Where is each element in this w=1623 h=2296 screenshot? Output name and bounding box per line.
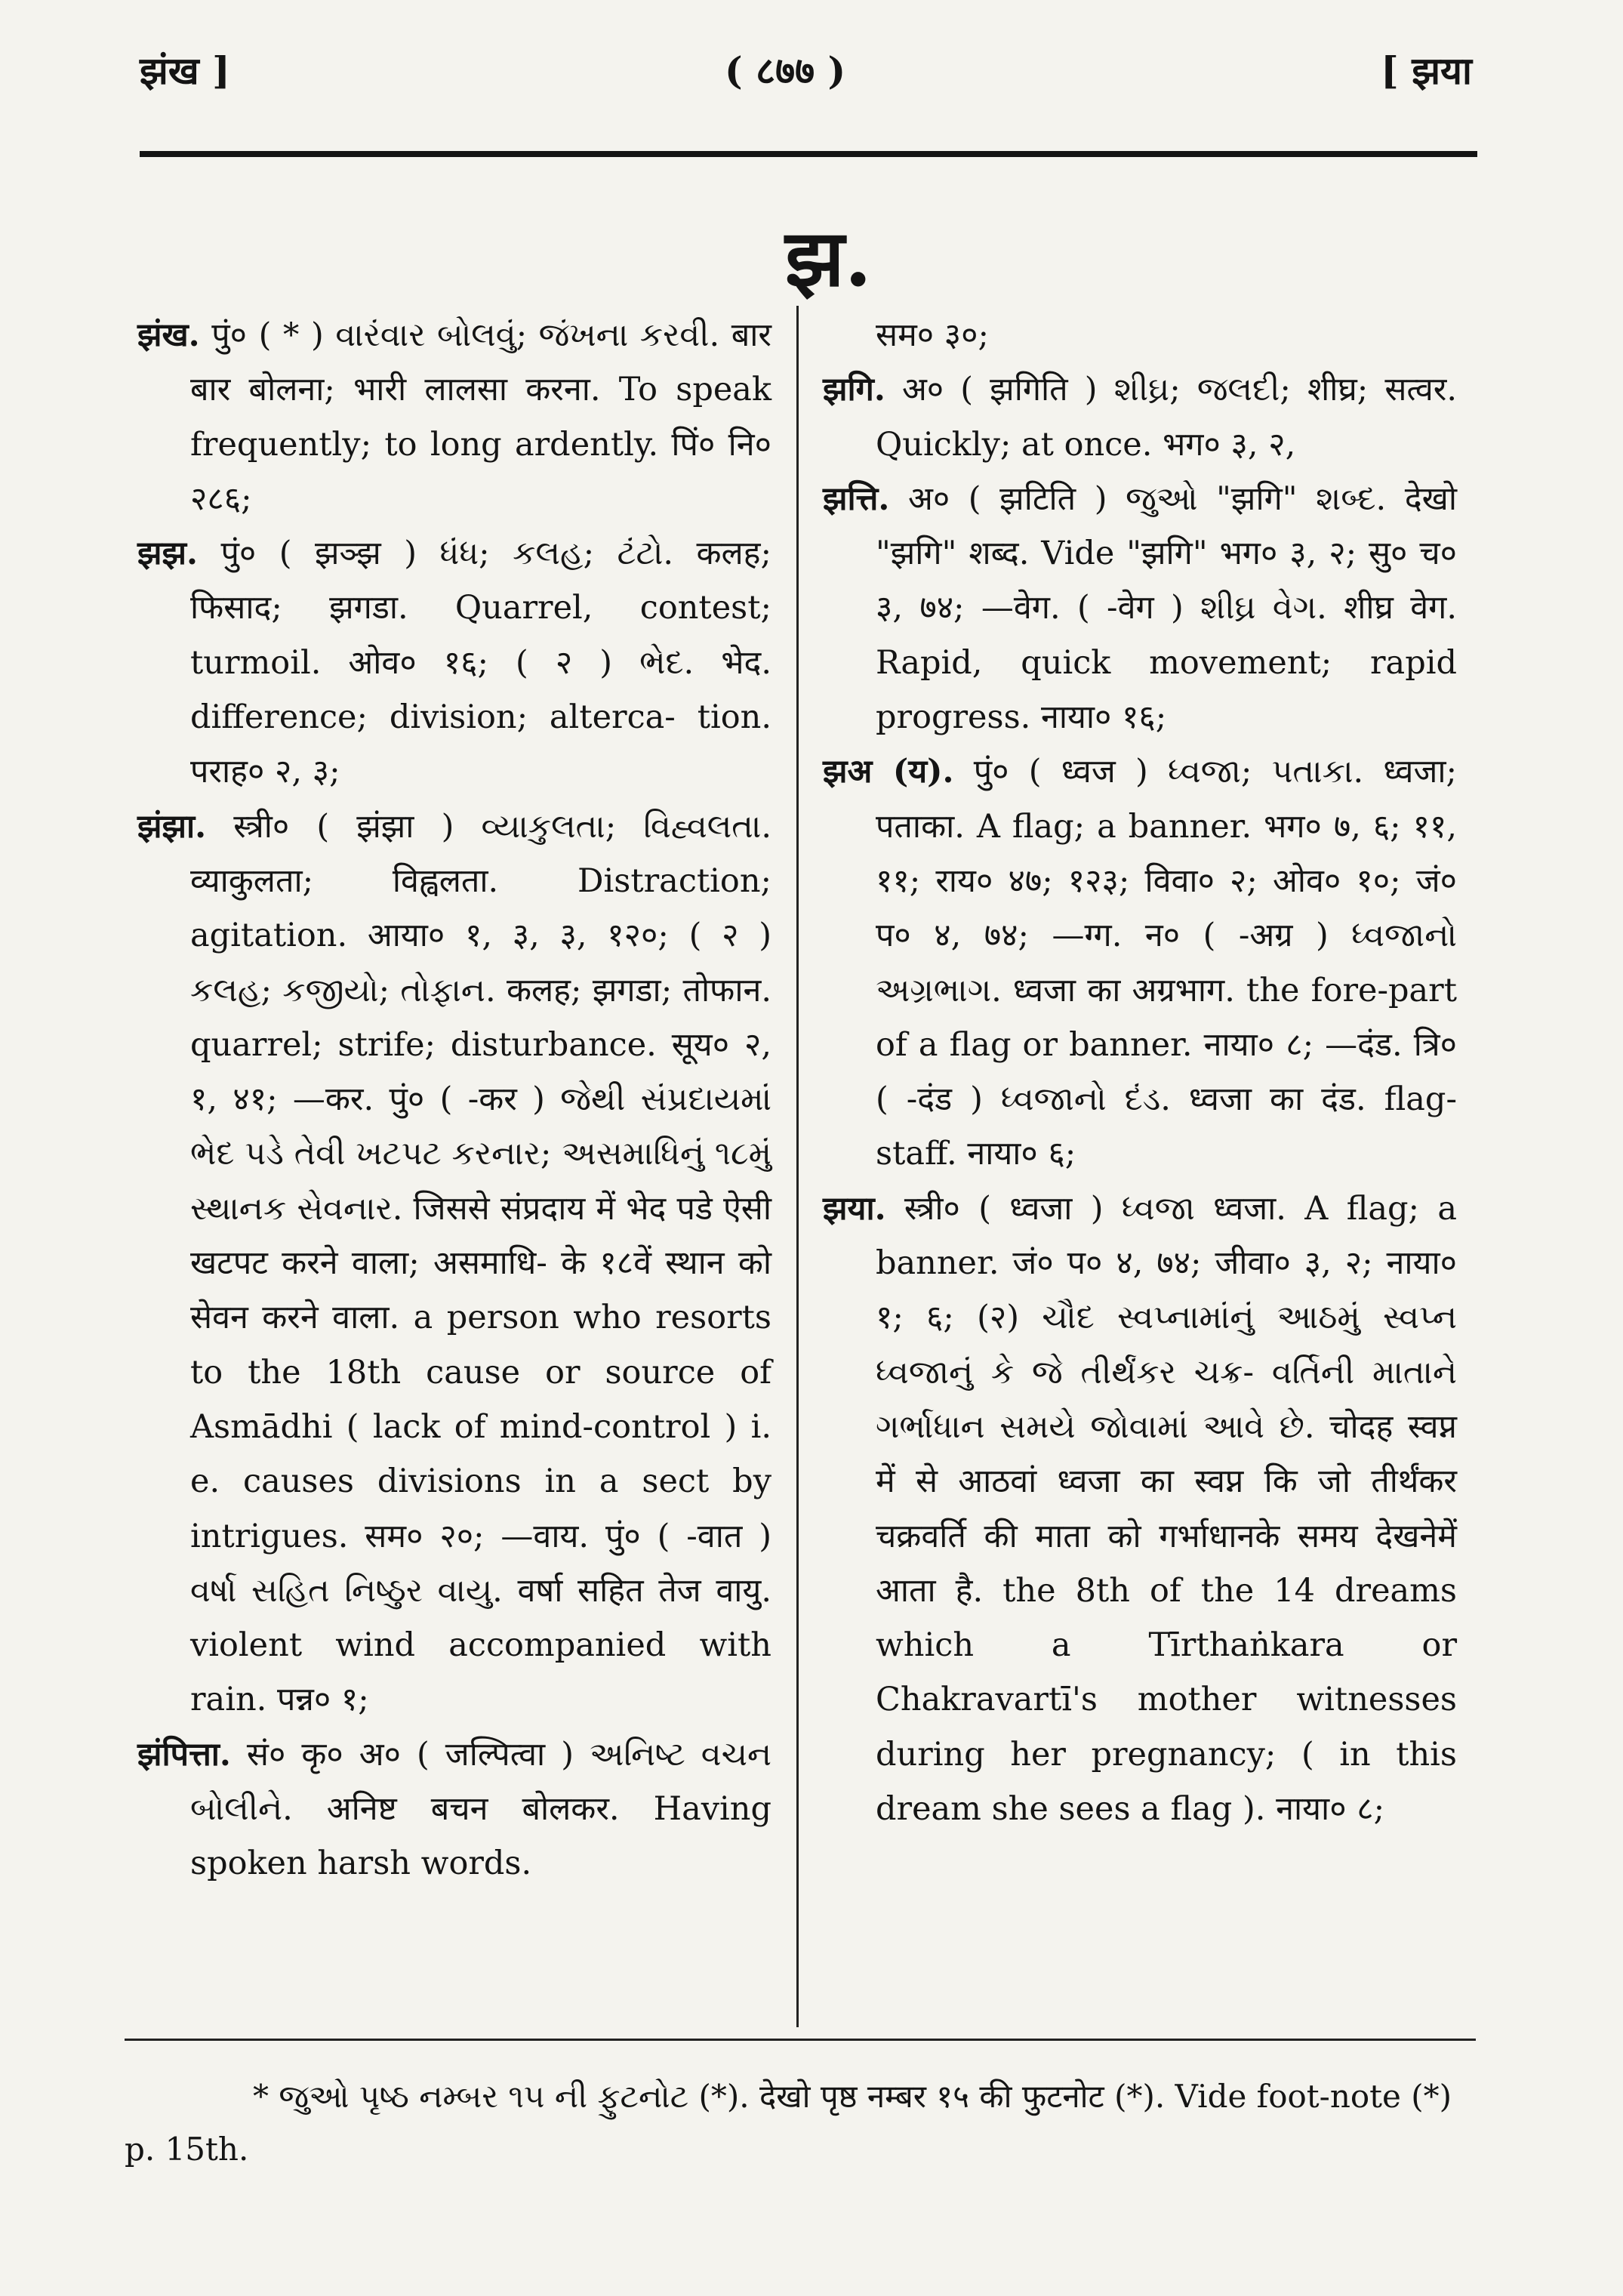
section-letter: झ.: [785, 211, 872, 304]
header-rule: [140, 151, 1477, 157]
entry-text: स्त्री० ( झंझा ) વ્યાકુલતા; વિહ્વલતા. व्याकुलता; विह्वलता. Distraction; agitation. आया० १, ३, ३, १२०; ( २ ) કલહ; કજીયો; તોફાન. कलह; झगडा; तोफान. quarrel; strife; disturbance. सूय० २, १, ४१; —कर. पुं० ( -कर ) જેથી સંપ્રદાયમાં ભેદ પડે તેવી ખટપટ કરનાર; અસમાધિનું ૧૮મું સ્થાનક સેવનાર. जिससे संप्रदाय में भेद पडे ऐसी खटपट करने वाला; असमाधि- के १८वें स्थान को सेवन करने वाला. a person who resorts to the 18th cause or source of Asmādhi ( lack of mind-control ) i. e. causes divisions in a sect by intrigues. सम० २०; —वाय. पुं० ( -वात ) વર્ષા સહિત નિષ્ઠુર વાયુ. वर्षा सहित तेज वायु. violent wind accompanied with rain. पन्न० १;: [190, 807, 771, 1719]
headword: झंपित्ता.: [137, 1735, 231, 1774]
running-head-left: झंख ]: [140, 48, 230, 93]
left-column: [137, 308, 771, 1891]
headword: झझ.: [137, 535, 198, 573]
entry-text: पुं० ( * ) વારંવાર બોલવું; જંખના કરવી. बार बार बोलना; भारी लालसा करना. To speak frequently; to long ardently. पिं० नि० २८६;: [190, 316, 771, 518]
dictionary-entry: [823, 362, 1457, 472]
dictionary-entry: [823, 308, 1457, 362]
dictionary-entry: [137, 526, 771, 799]
footnote: * જુઓ પૃષ્ઠ નમ્બર ૧૫ ની ફુટનોટ (*). देखो पृष्ठ नम्बर १५ की फुटनोट (*). Vide foot-note (*) p. 15th.: [125, 2078, 1452, 2168]
dictionary-entry: [823, 1182, 1457, 1837]
entry-text: सं० कृ० अ० ( जल्पित्वा ) અનિષ્ટ વચન બોલીને. अनिष्ट बचन बोलकर. Having spoken harsh words.: [190, 1735, 771, 1883]
entry-text: पुं० ( ध्वज ) ધ્વજા; પતાકા. ध्वजा; पताका. A flag; a banner. भग० ७, ६; ११, ११; राय० ४७; १२३; विवा० २; ओव० १०; जं० प० ४, ७४; —ग्ग. न० ( -अग्र ) ધ્વજાનો અગ્રભાગ. ध्वजा का अग्रभाग. the fore-part of a flag or banner. नाया० ८; —दंड. त्रि० ( -दंड ) ધ્વજાનો દંડ. ध्वजा का दंड. flag-staff. नाया० ६;: [876, 753, 1457, 1173]
entry-text: स्त्री० ( ध्वजा ) ધ્વજા ध्वजा. A flag; a banner. जं० प० ४, ७४; जीवा० ३, २; नाया० १; ६; (२) ચૌદ સ્વપ્નામાંનું આઠમું સ્વપ્ન ધ્વજાનું કે જે તીર્થંકર ચક્ર- વર્તિની માતાને ગર્ભાધાન સમયે જોવામાં આવે છે. चोदह स्वप्न में से आठवां ध्वजा का स्वप्न कि जो तीर्थंकर चक्रवर्ति की माता को गर्भाधानके समय देखनेमें आता है. the 8th of the 14 dreams which a Tīrthaṅkara or Chakravartī's mother witnesses during her pregnancy; ( in this dream she sees a flag ). नाया० ८;: [876, 1189, 1457, 1829]
dictionary-entry: [137, 308, 771, 526]
dictionary-entry: [823, 472, 1457, 744]
dictionary-entry: [823, 744, 1457, 1181]
column-divider: [796, 306, 799, 2027]
headword: झंख.: [137, 316, 200, 354]
headword: झत्ति.: [823, 479, 890, 518]
running-head-right: [ झया: [1381, 48, 1472, 93]
entry-text: सम० ३०;: [876, 316, 990, 354]
headword: झगि.: [823, 371, 885, 409]
headword: झअ (य).: [823, 753, 954, 791]
entry-text: अ० ( झगिति ) શીઘ્ર; જલદી; शीघ्र; सत्वर. Quickly; at once. भग० ३, २,: [876, 371, 1457, 464]
headword: झया.: [823, 1189, 886, 1228]
headword: झंझा.: [137, 807, 207, 846]
dictionary-entry: [137, 800, 771, 1727]
entry-text: अ० ( झटिति ) જુઓ "झगि" શબ્દ. देखो "झगि" शब्द. Vide "झगि" भग० ३, २; सु० च० ३, ७४; —वेग. ( -वेग ) શીઘ્ર વેગ. शीघ्र वेग. Rapid, quick movement; rapid progress. नाया० १६;: [876, 479, 1457, 737]
entry-text: पुं० ( झञ्झ ) ધંધ; કલહ; ટંટો. कलह; फिसाद; झगडा. Quarrel, contest; turmoil. ओव० १६; ( २ ) ભેદ. भेद. difference; division; alterca- tion. पराह० २, ३;: [190, 535, 771, 791]
right-column: [823, 308, 1457, 1836]
page-number: ( ८७७ ): [725, 48, 846, 93]
dictionary-entry: [137, 1727, 771, 1891]
footnote-rule: [125, 2039, 1476, 2041]
